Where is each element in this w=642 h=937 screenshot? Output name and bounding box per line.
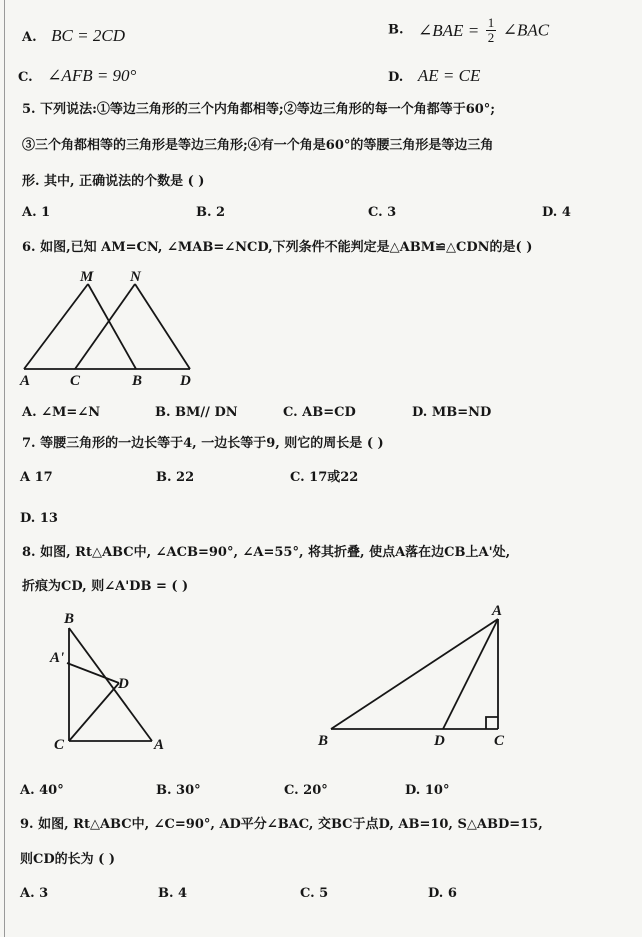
q5-option-d: D. 4 — [542, 205, 571, 220]
q8-option-d: D. 10° — [405, 783, 450, 798]
q7-option-d: D. 13 — [20, 511, 58, 526]
q8-stem-line-2: 折痕为CD, 则∠A'DB = ( ) — [22, 579, 189, 594]
q9-stem-line-1: 9. 如图, Rt△ABC中, ∠C=90°, AD平分∠BAC, 交BC于点D, AB=10, S△ABD=15, — [20, 817, 543, 832]
q9-stem-line-2: 则CD的长为 ( ) — [20, 852, 115, 867]
q6-label-A: A — [20, 373, 31, 389]
q4-b-label: B. — [388, 22, 404, 38]
q6-label-C: C — [70, 373, 81, 389]
q4-c-label: C. — [18, 70, 33, 85]
q9-label-A: A — [492, 603, 503, 619]
q5-stem-line-1: 5. 下列说法:①等边三角形的三个内角都相等;②等边三角形的每一个角都等于60°; — [22, 102, 496, 117]
q9-label-B: B — [318, 733, 329, 749]
q4-b-numerator: 1 — [487, 15, 495, 30]
q4-d-label: D. — [388, 70, 404, 85]
q6-option-a: A. ∠M=∠N — [22, 405, 101, 420]
q8-label-B: B — [64, 611, 75, 627]
q8-label-A: A — [154, 737, 165, 753]
q8-option-c: C. 20° — [284, 783, 328, 798]
q6-stem: 6. 如图,已知 AM=CN, ∠MAB=∠NCD,下列条件不能判定是△ABM≌△CDN的是( ) — [22, 240, 533, 255]
q9-option-a: A. 3 — [20, 886, 49, 901]
q9-option-b: B. 4 — [158, 886, 188, 901]
q7-option-c: C. 17或22 — [290, 470, 359, 485]
q8-option-b: B. 30° — [156, 783, 201, 798]
q9-label-D: D — [434, 733, 445, 749]
q5-stem-line-2: ③三个角都相等的三角形是等边三角形;④有一个角是60°的等腰三角形是等边三角 — [22, 138, 494, 153]
q6-label-N: N — [130, 269, 141, 285]
q4-b-prefix: ∠BAE = — [418, 20, 480, 40]
q6-label-D: D — [180, 373, 191, 389]
q4-b-suffix: ∠BAC — [502, 20, 550, 40]
q6-option-b: B. BM// DN — [155, 405, 238, 420]
q6-label-M: M — [80, 269, 94, 285]
q6-option-c: C. AB=CD — [283, 405, 356, 420]
q5-option-a: A. 1 — [22, 205, 51, 220]
q8-option-a: A. 40° — [20, 783, 64, 798]
q4-b-denominator: 2 — [487, 29, 495, 45]
q5-option-c: C. 3 — [368, 205, 397, 220]
q4-a-label: A. — [22, 30, 37, 45]
q4-c-text: ∠AFB = 90° — [47, 66, 137, 85]
q8-label-C: C — [54, 737, 65, 753]
q6-option-d: D. MB=ND — [412, 405, 492, 420]
q4-d-text: AE = CE — [417, 66, 481, 85]
q8-label-A-prime: A' — [50, 650, 65, 666]
q5-stem-line-3: 形. 其中, 正确说法的个数是 ( ) — [22, 174, 205, 189]
q8-stem-line-1: 8. 如图, Rt△ABC中, ∠ACB=90°, ∠A=55°, 将其折叠, 使点A落在边CB上A'处, — [22, 545, 511, 560]
q6-label-B: B — [132, 373, 143, 389]
q8-label-D: D — [118, 676, 129, 692]
q7-stem: 7. 等腰三角形的一边长等于4, 一边长等于9, 则它的周长是 ( ) — [22, 436, 384, 451]
q9-label-C: C — [494, 733, 505, 749]
q5-option-b: B. 2 — [196, 205, 226, 220]
q7-option-b: B. 22 — [156, 470, 195, 485]
q9-option-d: D. 6 — [428, 886, 457, 901]
q9-option-c: C. 5 — [300, 886, 329, 901]
q4-a-text: BC = 2CD — [51, 26, 125, 45]
q7-option-a: A 17 — [20, 470, 53, 485]
